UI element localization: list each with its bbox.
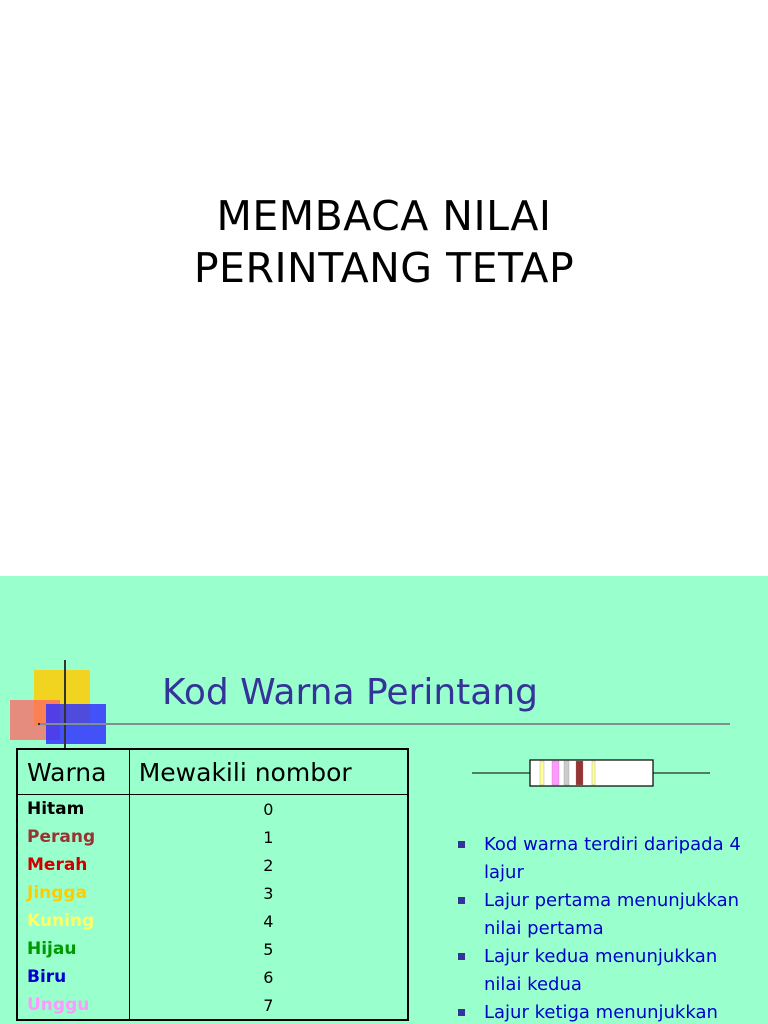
table-row (17, 823, 408, 851)
table-row (17, 963, 408, 991)
bullet-text: Lajur pertama menunjukkan nilai pertama (484, 890, 740, 939)
value-cell: 0 (263, 799, 274, 819)
resistor-body (530, 760, 653, 786)
square-bullet-icon (458, 1009, 465, 1016)
slide-heading: Kod Warna Perintang (162, 672, 539, 713)
title-line-2: PERINTANG TETAP (193, 244, 575, 292)
square-bullet-icon (458, 841, 465, 848)
header-warna: Warna (17, 749, 129, 795)
square-bullet-icon (458, 897, 465, 904)
title-line-1: MEMBACA NILAI (216, 192, 552, 240)
bullet-text: Lajur kedua menunjukkan nilai kedua (484, 946, 718, 995)
bullet-text: Kod warna terdiri daripada 4 lajur (484, 834, 741, 883)
resistor-band (540, 761, 544, 785)
table-row (17, 851, 408, 879)
color-name-cell: Unggu (17, 991, 129, 1020)
color-name-cell: Merah (17, 851, 129, 879)
bullet-text: Lajur ketiga menunjukkan (484, 1002, 718, 1023)
table-row (17, 879, 408, 907)
resistor-band (576, 761, 583, 785)
value-cell: 6 (263, 967, 274, 987)
color-name-cell: Jingga (17, 879, 129, 907)
resistor-diagram (472, 758, 712, 788)
table-row (17, 991, 408, 1020)
table-header-row (17, 749, 408, 795)
value-cell: 3 (263, 883, 274, 903)
value-cell: 4 (263, 911, 274, 931)
slide-main-title (0, 190, 768, 294)
resistor-band (592, 761, 595, 785)
list-item (455, 999, 760, 1024)
table-row (17, 935, 408, 963)
value-cell: 2 (263, 855, 274, 875)
resistor-band (564, 761, 569, 785)
color-name-cell: Perang (17, 823, 129, 851)
square-bullet-icon (458, 953, 465, 960)
resistor-band (552, 761, 559, 785)
color-name-cell: Hitam (17, 795, 129, 824)
list-item (455, 887, 760, 943)
value-cell: 7 (263, 995, 274, 1015)
slide-color-code (0, 576, 768, 1024)
list-item (455, 831, 760, 887)
color-name-cell: Kuning (17, 907, 129, 935)
table-row (17, 907, 408, 935)
info-bullet-list (455, 831, 760, 1024)
color-code-table (16, 748, 409, 1021)
title-divider (40, 723, 730, 725)
value-cell: 1 (263, 827, 274, 847)
color-name-cell: Biru (17, 963, 129, 991)
color-name-cell: Hijau (17, 935, 129, 963)
deco-vertical-line (64, 660, 66, 750)
table-row (17, 795, 408, 824)
header-mewakili-nombor: Mewakili nombor (129, 749, 408, 795)
value-cell: 5 (263, 939, 274, 959)
list-item (455, 943, 760, 999)
